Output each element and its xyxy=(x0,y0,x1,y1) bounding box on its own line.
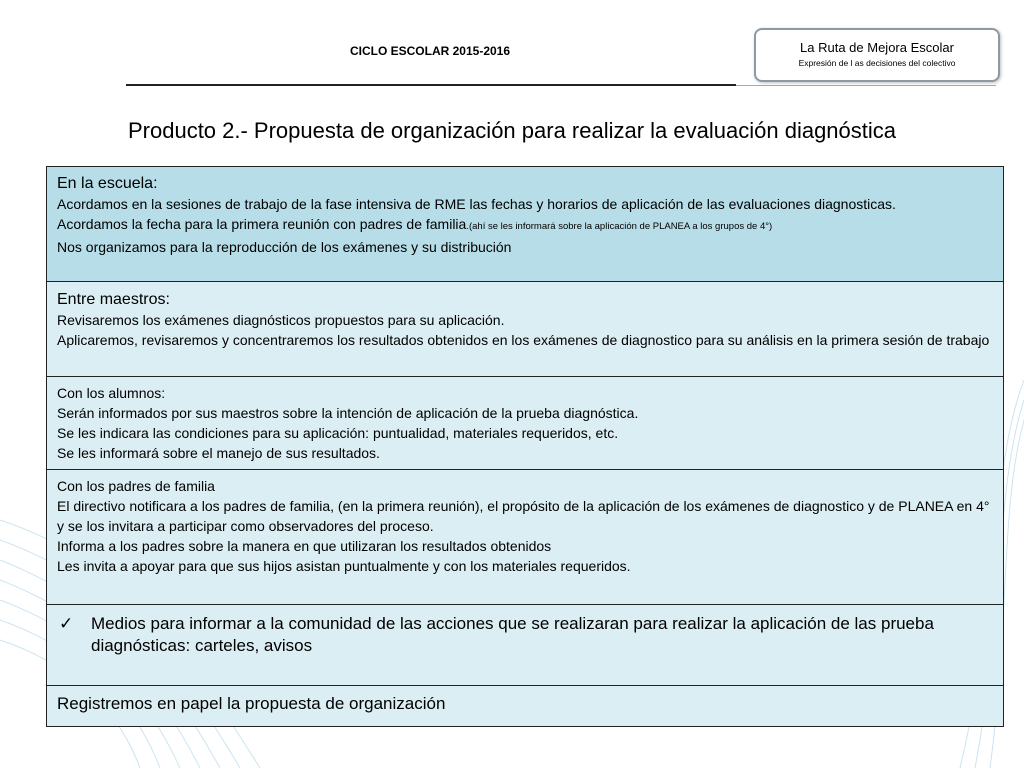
header-rule-accent xyxy=(736,85,996,86)
section-heading: En la escuela: xyxy=(57,175,158,192)
medios-row xyxy=(57,613,993,657)
section-heading: Con los alumnos: xyxy=(57,385,166,401)
section-padres xyxy=(47,470,1003,605)
section-line: Se les indicara las condiciones para su aplicación: puntualidad, materiales requeridos, etc. xyxy=(57,425,619,441)
section-line-note: .(ahí se les informará sobre la aplicación de PLANEA a los grupos de 4°) xyxy=(466,221,773,232)
registro-text: Registremos en papel la propuesta de organización xyxy=(57,694,446,713)
section-line: Acordamos en la sesiones de trabajo de la fase intensiva de RME las fechas y horarios de aplicación de las evaluaciones diagnosticas. xyxy=(57,196,896,212)
section-line: Serán informados por sus maestros sobre la intención de aplicación de la prueba diagnóstica. xyxy=(57,405,639,421)
section-registro xyxy=(47,686,1003,726)
badge-title: La Ruta de Mejora Escolar xyxy=(800,40,954,55)
section-heading: Con los padres de familia xyxy=(57,478,215,494)
section-line: Informa a los padres sobre la manera en que utilizaran los resultados obtenidos xyxy=(57,538,552,554)
ruta-mejora-badge xyxy=(754,28,1000,82)
checkmark-icon: ✓ xyxy=(59,614,74,633)
section-line-main: Acordamos la fecha para la primera reunión con padres de familia xyxy=(57,216,467,232)
section-escuela xyxy=(47,167,1003,282)
section-line xyxy=(57,214,993,237)
organization-table xyxy=(46,166,1004,727)
medios-text: Medios para informar a la comunidad de las acciones que se realizaran para realizar la aplicación de las prueba diagnósticas: carteles, avisos xyxy=(91,614,934,655)
section-line: Les invita a apoyar para que sus hijos asistan puntualmente y con los materiales requeridos. xyxy=(57,558,631,574)
section-medios xyxy=(47,605,1003,686)
section-line: Nos organizamos para la reproducción de los exámenes y su distribución xyxy=(57,239,512,255)
section-line: El directivo notificara a los padres de familia, (en la primera reunión), el propósito de la aplicación de los exámenes de diagnostico y de PLANEA en 4° y se los invitara a participar como observadores del proceso. xyxy=(57,498,990,534)
section-maestros xyxy=(47,282,1003,377)
header-rule xyxy=(126,84,736,86)
page-title: Producto 2.- Propuesta de organización para realizar la evaluación diagnóstica xyxy=(127,118,897,143)
badge-subtitle: Expresión de l as decisiones del colectivo xyxy=(798,58,956,68)
school-cycle-label: CICLO ESCOLAR 2015-2016 xyxy=(349,44,511,58)
section-line: Revisaremos los exámenes diagnósticos propuestos para su aplicación. xyxy=(57,312,505,328)
section-line: Se les informará sobre el manejo de sus resultados. xyxy=(57,445,380,461)
section-heading: Entre maestros: xyxy=(57,291,170,308)
section-alumnos xyxy=(47,377,1003,470)
section-line: Aplicaremos, revisaremos y concentraremos los resultados obtenidos en los exámenes de diagnostico para su análisis en la primera sesión de trabajo xyxy=(57,332,990,348)
